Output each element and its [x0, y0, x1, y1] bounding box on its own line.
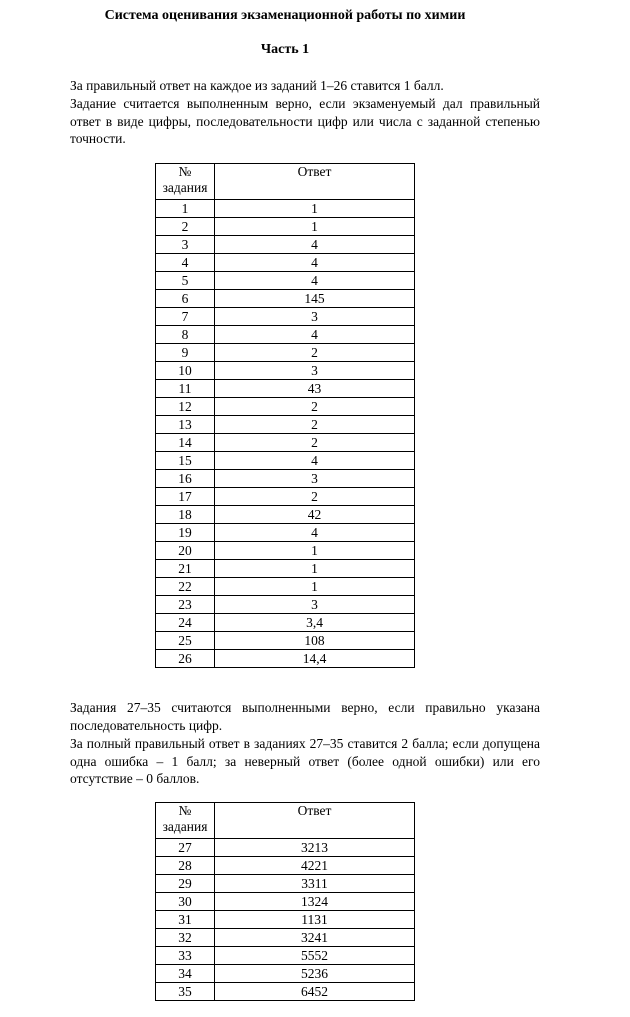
- answer-cell: 3241: [215, 929, 415, 947]
- task-number-cell: 30: [156, 893, 215, 911]
- answers-table-part1-body: [156, 200, 415, 668]
- table-row: [156, 308, 415, 326]
- table-row: [156, 911, 415, 929]
- task-number-cell: 15: [156, 452, 215, 470]
- answer-cell: 1131: [215, 911, 415, 929]
- header-answer: Ответ: [215, 803, 415, 839]
- task-number-cell: 7: [156, 308, 215, 326]
- task-number-cell: 33: [156, 947, 215, 965]
- task-number-cell: 4: [156, 254, 215, 272]
- task-number-cell: 34: [156, 965, 215, 983]
- answer-cell: 1: [215, 578, 415, 596]
- answer-cell: 14,4: [215, 650, 415, 668]
- table-row: [156, 506, 415, 524]
- table-row: [156, 929, 415, 947]
- table-row: [156, 524, 415, 542]
- task-number-cell: 19: [156, 524, 215, 542]
- intro-paragraph-2: [43, 95, 540, 148]
- task-number-cell: 24: [156, 614, 215, 632]
- table-row: [156, 488, 415, 506]
- header-task-number: № задания: [156, 803, 215, 839]
- task-number-cell: 29: [156, 875, 215, 893]
- table-row: [156, 578, 415, 596]
- answer-cell: 2: [215, 344, 415, 362]
- table-row: [156, 416, 415, 434]
- answer-cell: 42: [215, 506, 415, 524]
- answer-cell: 1324: [215, 893, 415, 911]
- table-row: [156, 326, 415, 344]
- table-row: [156, 254, 415, 272]
- table-row: [156, 893, 415, 911]
- table-row: [156, 398, 415, 416]
- header-answer: Ответ: [215, 164, 415, 200]
- document-title: Система оценивания экзаменационной работы по химии: [104, 8, 466, 23]
- middle-line-1: Задания 27–35 считаются выполненными верно, если правильно указана последовательность цифр.: [70, 700, 540, 733]
- answer-cell: 108: [215, 632, 415, 650]
- answer-cell: 1: [215, 200, 415, 218]
- answer-cell: 4: [215, 524, 415, 542]
- answer-cell: 5236: [215, 965, 415, 983]
- task-number-cell: 10: [156, 362, 215, 380]
- answers-table-part2-body: [156, 839, 415, 1001]
- header-task-number: № задания: [156, 164, 215, 200]
- table-row: [156, 452, 415, 470]
- task-number-cell: 11: [156, 380, 215, 398]
- middle-paragraph-1: [43, 699, 540, 734]
- table-row: [156, 947, 415, 965]
- task-number-cell: 2: [156, 218, 215, 236]
- answer-cell: 4: [215, 326, 415, 344]
- task-number-cell: 25: [156, 632, 215, 650]
- answer-cell: 1: [215, 560, 415, 578]
- answer-cell: 2: [215, 416, 415, 434]
- task-number-cell: 13: [156, 416, 215, 434]
- answer-cell: 3311: [215, 875, 415, 893]
- answer-cell: 3213: [215, 839, 415, 857]
- intro-paragraph-1: [43, 77, 540, 95]
- task-number-cell: 5: [156, 272, 215, 290]
- table-row: [156, 965, 415, 983]
- table-row: [156, 272, 415, 290]
- task-number-cell: 28: [156, 857, 215, 875]
- table-row: [156, 983, 415, 1001]
- task-number-cell: 3: [156, 236, 215, 254]
- task-number-cell: 31: [156, 911, 215, 929]
- answer-cell: 3,4: [215, 614, 415, 632]
- answer-cell: 3: [215, 308, 415, 326]
- task-number-cell: 8: [156, 326, 215, 344]
- answer-cell: 1: [215, 542, 415, 560]
- answer-cell: 4: [215, 452, 415, 470]
- table-row: [156, 200, 415, 218]
- table-row: [156, 839, 415, 857]
- task-number-cell: 14: [156, 434, 215, 452]
- answer-cell: 2: [215, 398, 415, 416]
- answers-table-part1: [155, 163, 415, 668]
- answer-cell: 4: [215, 236, 415, 254]
- table-row: [156, 218, 415, 236]
- answer-cell: 3: [215, 362, 415, 380]
- task-number-cell: 23: [156, 596, 215, 614]
- task-number-cell: 18: [156, 506, 215, 524]
- middle-paragraph-2: [43, 735, 540, 788]
- answer-cell: 2: [215, 434, 415, 452]
- table-row: [156, 596, 415, 614]
- part-heading: Часть 1: [260, 42, 310, 57]
- task-number-cell: 22: [156, 578, 215, 596]
- answer-cell: 3: [215, 470, 415, 488]
- table-row: [156, 380, 415, 398]
- task-number-cell: 21: [156, 560, 215, 578]
- table-row: [156, 470, 415, 488]
- answer-cell: 5552: [215, 947, 415, 965]
- task-number-cell: 17: [156, 488, 215, 506]
- answer-cell: 145: [215, 290, 415, 308]
- answers-table-part2: [155, 802, 415, 1001]
- table-row: [156, 632, 415, 650]
- intro-line-1: За правильный ответ на каждое из заданий 1–26 ставится 1 балл.: [70, 78, 444, 93]
- task-number-cell: 1: [156, 200, 215, 218]
- table-row: [156, 857, 415, 875]
- table-row: [156, 344, 415, 362]
- task-number-cell: 12: [156, 398, 215, 416]
- task-number-cell: 35: [156, 983, 215, 1001]
- table-row: [156, 614, 415, 632]
- answer-cell: 6452: [215, 983, 415, 1001]
- answer-cell: 4: [215, 272, 415, 290]
- task-number-cell: 6: [156, 290, 215, 308]
- table-row: [156, 542, 415, 560]
- answer-cell: 2: [215, 488, 415, 506]
- table-row: [156, 650, 415, 668]
- answer-cell: 4: [215, 254, 415, 272]
- intro-line-2: Задание считается выполненным верно, если экзаменуемый дал правильный ответ в виде цифры, последовательности цифр или числа с заданной степенью точности.: [70, 96, 540, 146]
- task-number-cell: 26: [156, 650, 215, 668]
- task-number-cell: 9: [156, 344, 215, 362]
- table-row: [156, 362, 415, 380]
- task-number-cell: 16: [156, 470, 215, 488]
- task-number-cell: 27: [156, 839, 215, 857]
- task-number-cell: 20: [156, 542, 215, 560]
- table-row: [156, 875, 415, 893]
- table-row: [156, 434, 415, 452]
- middle-line-2: За полный правильный ответ в заданиях 27–35 ставится 2 балла; если допущена одна ошибка – 1 балл; за неверный ответ (более одной ошибки) или его отсутствие – 0 баллов.: [70, 736, 540, 786]
- answer-cell: 1: [215, 218, 415, 236]
- table-row: [156, 560, 415, 578]
- answer-cell: 43: [215, 380, 415, 398]
- table-row: [156, 290, 415, 308]
- answer-cell: 4221: [215, 857, 415, 875]
- table-row: [156, 236, 415, 254]
- task-number-cell: 32: [156, 929, 215, 947]
- answer-cell: 3: [215, 596, 415, 614]
